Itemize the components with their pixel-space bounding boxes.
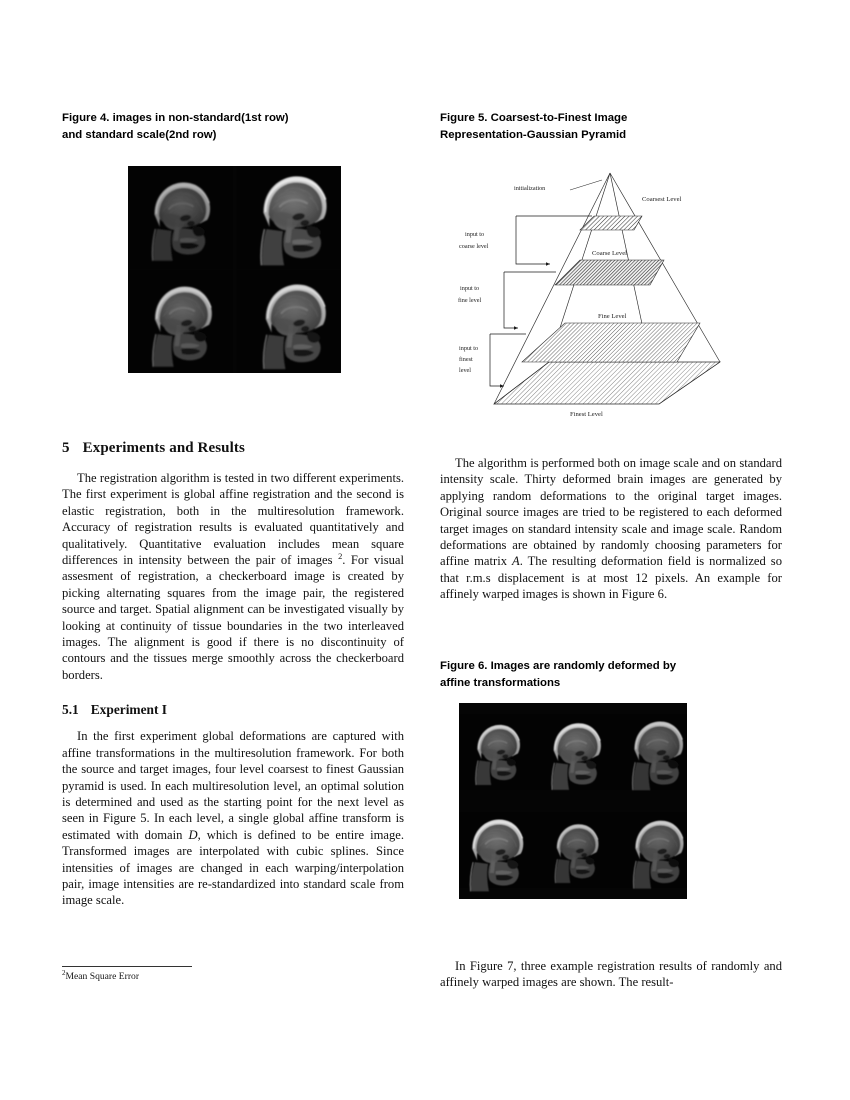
figure-6-mri-grid — [459, 703, 687, 899]
pyramid-label-coarsest-level: Coarsest Level — [642, 196, 682, 203]
mri-image-deformed-4 — [459, 801, 535, 899]
paragraph-experiments-intro — [62, 470, 404, 683]
paragraph-experiment-one — [62, 728, 404, 908]
pyramid-label-input-fine-2: fine level — [458, 297, 482, 304]
mri-image-deformed-1 — [459, 703, 535, 801]
footnote-rule — [62, 966, 192, 967]
footnote-marker-2: 2 — [338, 551, 343, 561]
figure-6-caption-line-2: affine transformations — [440, 676, 561, 689]
figure-4-caption-line-2: and standard scale(2nd row) — [62, 128, 217, 141]
mri-image-deformed-5 — [535, 801, 611, 899]
right-column-footer — [440, 958, 782, 991]
paragraph-part-a: In the first experiment global deformations are captured with affine transformations in the multiresolution framework. For both the source and target images, four level coarsest to finest Gaussian pyramid is used. In each multiresolution level, an optimal solution is determined and used as the starting point for the next level as seen in Figure 5. In each level, a single global affine transform is estimated with domain — [62, 729, 404, 842]
figure-6-caption — [440, 658, 782, 691]
footnote-number: 2 — [62, 968, 66, 977]
paragraph-part-b: . The resulting deformation field is normalized so that r.m.s displacement is at most 12 pixels. An example for affinely warped images is shown in Figure 6. — [440, 554, 783, 602]
paragraph-part-a: The algorithm is performed both on image scale and on standard intensity scale. Thirty deformed brain images are generated by applying random deformations to the original target images. Original source images are tried to be registered to each deformed target images on standard intensity scale and image scale. Random deformations are obtained by randomly choosing parameters for affine matrix — [440, 456, 782, 569]
paragraph-part-b: . For visual assesment of registration, a checkerboard image is created by picking alternating squares from the image pair, the registered source and target. Spatial alignment can be investigated visually by looking at continuity of tissue boundaries in the two interleaved images. The alignment is good if there is no discontinuity of contours and the tissues merge smoothly across the checkerboard borders. — [62, 553, 404, 682]
figure-5-gaussian-pyramid-diagram — [452, 168, 742, 418]
section-title: Experiments and Results — [82, 440, 245, 456]
figure-4-caption-line-1: Figure 4. images in non-standard(1st row) — [62, 112, 289, 124]
math-domain-d: D — [188, 827, 198, 842]
paragraph-part-b: , which is defined to be entire image. Transformed images are interpolated with cubic splines. Since intensities of images are changed in each warping/interpolation pair, image intensities are re-standardized into standard scale from image scale. — [62, 827, 404, 908]
section-number: 5 — [62, 440, 70, 456]
pyramid-label-input-finest-2: finest — [459, 356, 473, 363]
figure-4-caption — [62, 110, 404, 143]
paragraph-part-a: The registration algorithm is tested in two different experiments. The first experiment is global affine registration and the second is elastic registration, both in the multiresolution framework. Accuracy of registration results is evaluated quantitatively and qualitatively. Quantitative evaluation includes mean square differences in intensity between the pair of images — [62, 471, 404, 568]
footnote-area — [62, 966, 404, 983]
mri-image-standard-scale-target — [235, 270, 342, 374]
pyramid-label-finest-level: Finest Level — [570, 411, 603, 418]
subsection-title: Experiment I — [90, 702, 167, 718]
subsection-number: 5.1 — [62, 702, 79, 718]
pyramid-label-coarse-level: Coarse Level — [592, 250, 627, 257]
footnote-text — [62, 968, 404, 983]
mri-image-deformed-6 — [611, 801, 687, 899]
footnote-body: Mean Square Error — [65, 971, 140, 982]
left-column — [62, 110, 404, 143]
right-column-top — [440, 110, 782, 143]
paragraph-right-two: In Figure 7, three example registration results of randomly and affinely warped images are shown. The result- — [440, 959, 782, 990]
figure-4-mri-grid — [128, 166, 341, 373]
pyramid-label-fine-level: Fine Level — [598, 313, 627, 320]
mri-image-standard-scale-source — [128, 270, 235, 374]
figure-5-caption-line-2: Representation-Gaussian Pyramid — [440, 128, 627, 141]
pyramid-label-input-coarse-2: coarse level — [459, 243, 489, 250]
figure-5-caption — [440, 110, 782, 143]
figure-4-image — [128, 166, 341, 373]
subsection-heading-experiment-one — [62, 702, 404, 718]
pyramid-label-input-finest-3: level — [459, 367, 472, 374]
mri-image-non-standard-scale-target — [235, 166, 342, 270]
pyramid-label-input-fine-1: input to — [460, 285, 480, 292]
mri-image-non-standard-scale-source — [128, 166, 235, 270]
pyramid-label-input-finest-1: input to — [459, 345, 479, 352]
section-heading-experiments — [62, 440, 404, 457]
math-matrix-a: A — [511, 554, 520, 569]
mri-image-deformed-3 — [611, 703, 687, 801]
figure-6-image — [459, 703, 687, 899]
mri-image-deformed-2 — [535, 703, 611, 801]
pyramid-label-input-coarse-1: input to — [465, 231, 485, 238]
pyramid-label-initialization: initialization — [514, 185, 546, 192]
figure-5-caption-line-1: Figure 5. Coarsest-to-Finest Image — [440, 112, 628, 124]
right-column-body — [440, 455, 782, 603]
figure-6-caption-line-1: Figure 6. Images are randomly deformed by — [440, 660, 677, 672]
paragraph-right-one — [440, 455, 782, 603]
left-column-body — [62, 440, 404, 909]
